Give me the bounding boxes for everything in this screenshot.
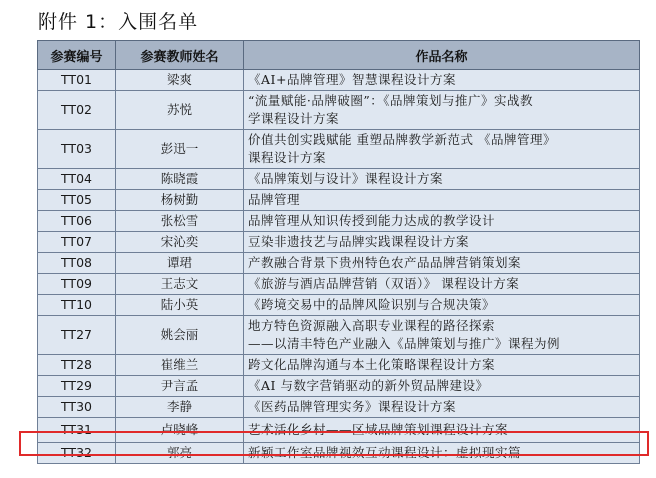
cell-work-title — [244, 232, 640, 253]
cell-work-title — [244, 253, 640, 274]
work-title-line: 价值共创实践赋能 重塑品牌教学新范式 《品牌管理》 — [248, 132, 556, 147]
cell-teacher-name: 陈晓霞 — [116, 169, 244, 190]
cell-work-title — [244, 295, 640, 316]
work-title-line: 《AI 与数字营销驱动的新外贸品牌建设》 — [248, 378, 489, 393]
work-title-line: 《跨境交易中的品牌风险识别与合规决策》 — [248, 297, 496, 312]
cell-teacher-name: 崔维兰 — [116, 355, 244, 376]
cell-code: TT28 — [38, 355, 116, 376]
cell-teacher-name: 王志文 — [116, 274, 244, 295]
work-title-line: 新颖工作室品牌视效互动课程设计：虚拟现实篇 — [248, 445, 522, 460]
cell-code: TT09 — [38, 274, 116, 295]
table-row — [38, 316, 640, 355]
work-title-line: 课程设计方案 — [248, 150, 327, 165]
cell-work-title — [244, 274, 640, 295]
work-title-line: 品牌管理 — [248, 192, 301, 207]
cell-teacher-name: 谭珺 — [116, 253, 244, 274]
cell-teacher-name: 宋沁奕 — [116, 232, 244, 253]
table-row — [38, 274, 640, 295]
work-title-line: 艺术活化乡村——区域品牌策划课程设计方案 — [248, 422, 509, 437]
cell-code: TT02 — [38, 91, 116, 130]
cell-teacher-name: 杨树勤 — [116, 190, 244, 211]
work-title-line: 学课程设计方案 — [248, 111, 340, 126]
cell-code: TT31 — [38, 418, 116, 443]
table-row — [38, 397, 640, 418]
cell-code: TT04 — [38, 169, 116, 190]
table-header-row — [38, 41, 640, 70]
cell-work-title — [244, 443, 640, 464]
table-row — [38, 443, 640, 464]
table-row — [38, 169, 640, 190]
cell-work-title — [244, 376, 640, 397]
work-title-line: 《旅游与酒店品牌营销（双语）》 课程设计方案 — [248, 276, 520, 291]
work-title-line: 跨文化品牌沟通与本土化策略课程设计方案 — [248, 357, 496, 372]
work-title-line: 产教融合背景下贵州特色农产品品牌营销策划案 — [248, 255, 522, 270]
cell-work-title — [244, 169, 640, 190]
cell-code: TT05 — [38, 190, 116, 211]
cell-teacher-name: 卢晓峰 — [116, 418, 244, 443]
table-row — [38, 232, 640, 253]
cell-work-title — [244, 190, 640, 211]
table-row — [38, 91, 640, 130]
header-work-title: 作品名称 — [244, 41, 640, 70]
cell-work-title — [244, 130, 640, 169]
cell-teacher-name: 李静 — [116, 397, 244, 418]
table-row — [38, 70, 640, 91]
cell-teacher-name: 梁爽 — [116, 70, 244, 91]
cell-code: TT08 — [38, 253, 116, 274]
cell-work-title — [244, 91, 640, 130]
work-title-line: 《品牌策划与设计》课程设计方案 — [248, 171, 444, 186]
header-code: 参赛编号 — [38, 41, 116, 70]
cell-teacher-name: 尹言孟 — [116, 376, 244, 397]
cell-code: TT32 — [38, 443, 116, 464]
work-title-line: 《AI+品牌管理》智慧课程设计方案 — [248, 72, 456, 87]
cell-code: TT30 — [38, 397, 116, 418]
cell-work-title — [244, 355, 640, 376]
table-row — [38, 190, 640, 211]
cell-code: TT10 — [38, 295, 116, 316]
finalist-table-container — [37, 40, 639, 464]
work-title-line: 豆染非遗技艺与品牌实践课程设计方案 — [248, 234, 470, 249]
cell-code: TT01 — [38, 70, 116, 91]
finalist-table — [37, 40, 640, 464]
cell-work-title — [244, 397, 640, 418]
cell-teacher-name: 陆小英 — [116, 295, 244, 316]
cell-code: TT07 — [38, 232, 116, 253]
table-row — [38, 253, 640, 274]
cell-code: TT03 — [38, 130, 116, 169]
cell-work-title — [244, 211, 640, 232]
cell-code: TT27 — [38, 316, 116, 355]
work-title-line: ——以清丰特色产业融入《品牌策划与推广》课程为例 — [248, 336, 561, 351]
cell-teacher-name: 郭亮 — [116, 443, 244, 464]
table-row — [38, 355, 640, 376]
cell-work-title — [244, 70, 640, 91]
work-title-line: “流量赋能·品牌破圈”：《品牌策划与推广》实战教 — [248, 93, 534, 108]
work-title-line: 品牌管理从知识传授到能力达成的教学设计 — [248, 213, 496, 228]
table-row — [38, 376, 640, 397]
cell-teacher-name: 彭迅一 — [116, 130, 244, 169]
cell-code: TT29 — [38, 376, 116, 397]
table-row — [38, 418, 640, 443]
cell-teacher-name: 张松雪 — [116, 211, 244, 232]
page-title: 附件 1：入围名单 — [38, 11, 199, 33]
cell-teacher-name: 苏悦 — [116, 91, 244, 130]
cell-work-title — [244, 316, 640, 355]
header-teacher-name: 参赛教师姓名 — [116, 41, 244, 70]
table-row — [38, 295, 640, 316]
cell-code: TT06 — [38, 211, 116, 232]
cell-teacher-name: 姚会丽 — [116, 316, 244, 355]
cell-work-title — [244, 418, 640, 443]
table-row — [38, 211, 640, 232]
work-title-line: 《医药品牌管理实务》课程设计方案 — [248, 399, 457, 414]
table-row — [38, 130, 640, 169]
work-title-line: 地方特色资源融入高职专业课程的路径探索 — [248, 318, 496, 333]
